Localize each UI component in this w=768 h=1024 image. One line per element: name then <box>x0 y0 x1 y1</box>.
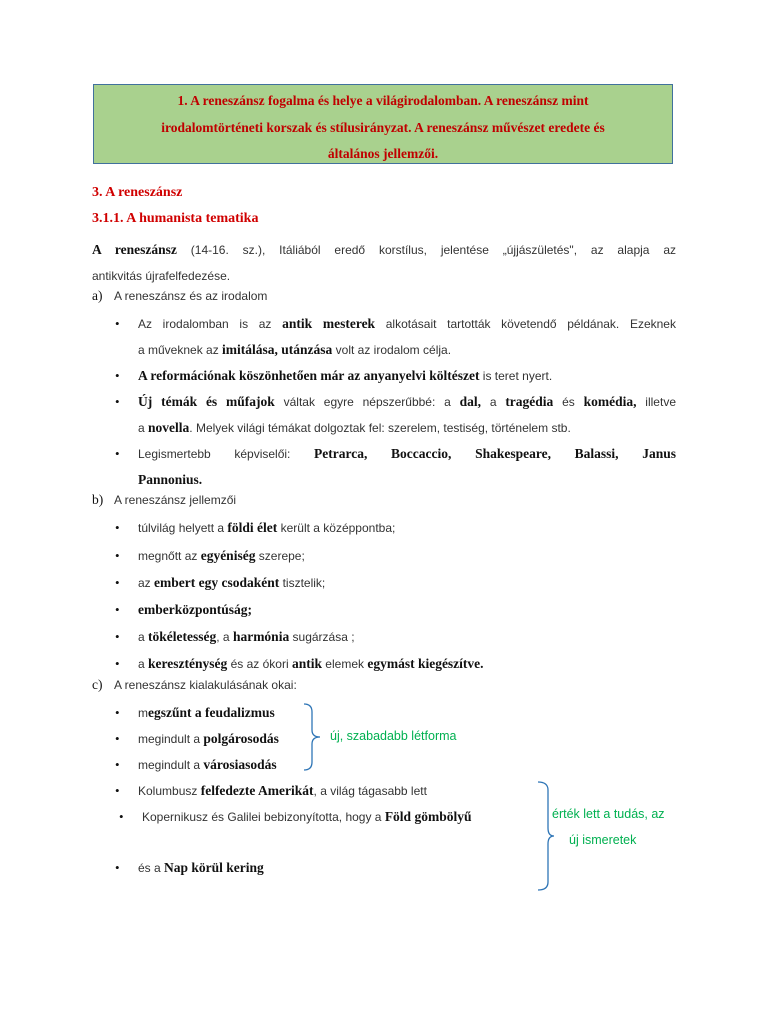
list-item: • és a Nap körül kering <box>138 855 676 881</box>
list-item: • A reformációnak köszönhetően már az anyanyelvi költészet is teret nyert. <box>138 363 676 389</box>
list-item: • megindult a városiasodás <box>138 752 676 778</box>
list-item: • megszűnt a feudalizmus <box>138 700 676 726</box>
note-knowledge-1: érték lett a tudás, az <box>552 807 665 821</box>
list-item: • Új témák és műfajok váltak egyre népszerűbbé: a dal, a tragédia és komédia, illetve a novella. Melyek világi témákat dolgoztak fel: szerelem, testiség, történelem stb. <box>138 389 676 441</box>
section-c-label: c) <box>92 677 103 692</box>
brace-icon <box>534 780 556 892</box>
list-item: • a tökéletesség, a harmónia sugárzása ; <box>138 624 676 650</box>
section-a-label: a) <box>92 288 103 303</box>
intro-line-1 <box>92 237 676 263</box>
list-item: • Az irodalomban is az antik mesterek alkotásait tartották követendő példának. Ezeknek a műveknek az imitálása, utánzása volt az irodalom célja. <box>138 311 676 363</box>
title-line-3: általános jellemzői. <box>327 146 439 161</box>
list-item: • a kereszténység és az ókori antik elemek egymást kiegészítve. <box>138 651 676 677</box>
intro-paragraph <box>92 237 676 289</box>
section-b-heading <box>92 492 236 508</box>
list-item: • emberközpontúság; <box>138 597 676 623</box>
list-item: • Kolumbusz felfedezte Amerikát, a világ tágasabb lett <box>138 778 676 804</box>
section-c-heading <box>92 677 297 693</box>
list-item: • megnőtt az egyéniség szerepe; <box>138 543 676 569</box>
brace-icon <box>302 702 324 772</box>
list-item: • Legismertebb képviselői: Petrarca, Boccaccio, Shakespeare, Balassi, Janus Pannonius. <box>138 441 676 493</box>
title-line-2: irodalomtörténeti korszak és stílusirányzat. A reneszánsz művészet eredete és <box>161 119 605 135</box>
intro-text-2: antikvitás újrafelfedezése. <box>92 269 231 283</box>
list-item: • Kopernikusz és Galilei bebizonyította, hogy a Föld gömbölyű <box>142 804 680 830</box>
section-c-text: A reneszánsz kialakulásának okai: <box>114 678 297 692</box>
list-item: • az embert egy csodaként tisztelik; <box>138 570 676 596</box>
section-b-label: b) <box>92 492 104 507</box>
intro-text-1: (14-16. sz.), Itáliából eredő korstílus, jelentése „újjászületés", az alapja az <box>176 243 676 257</box>
title-line-1: 1. A reneszánsz fogalma és helye a világirodalomban. A reneszánsz mint <box>177 93 589 108</box>
intro-term: A reneszánsz <box>92 242 177 257</box>
note-knowledge-2: új ismeretek <box>569 833 637 847</box>
section-b-text: A reneszánsz jellemzői <box>114 493 237 507</box>
list-item: • megindult a polgárosodás <box>138 726 676 752</box>
section-heading: 3. A reneszánsz <box>92 185 183 200</box>
list-item: • túlvilág helyett a földi élet került a középpontba; <box>138 515 676 541</box>
note-lifestyle: új, szabadabb létforma <box>330 729 457 743</box>
section-a-heading <box>92 288 267 304</box>
section-a-text: A reneszánsz és az irodalom <box>114 289 268 303</box>
subsection-heading: 3.1.1. A humanista tematika <box>92 211 259 226</box>
title-box <box>93 84 673 164</box>
